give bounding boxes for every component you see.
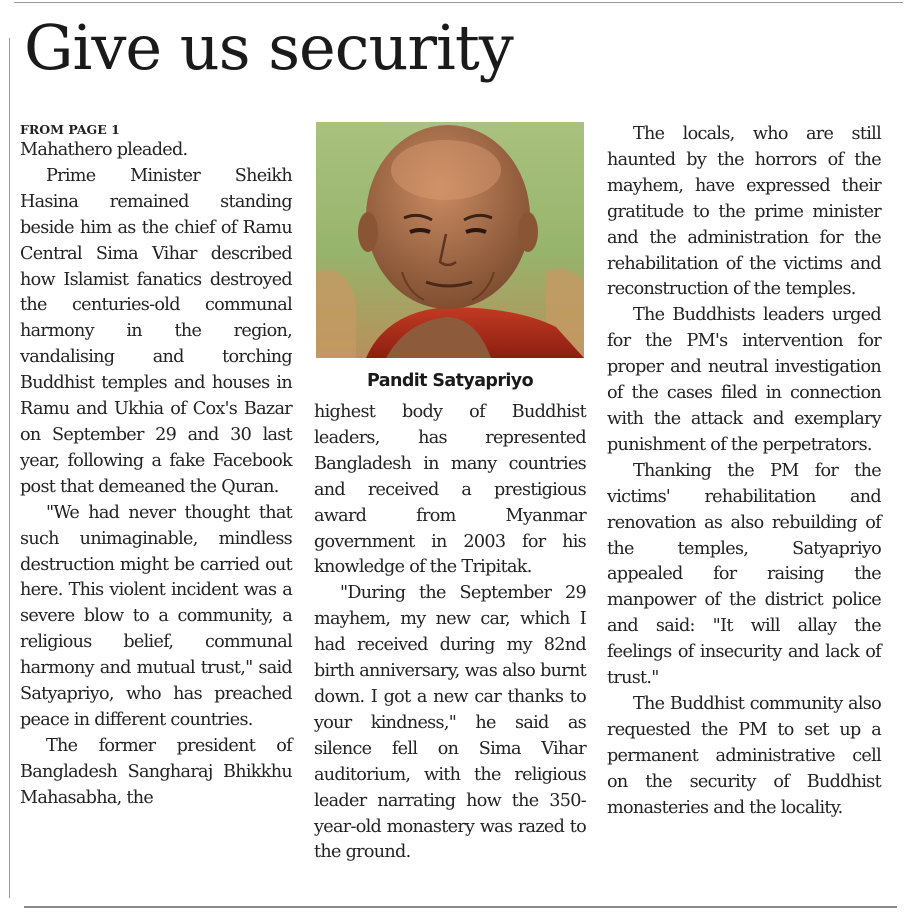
portrait-photo bbox=[316, 122, 584, 358]
paragraph: Prime Minister Sheikh Hasina remained standing beside him as the chief of Ramu Central Sima Vihar described how Islamist fanatics destroyed the centuries-old communal harmony in the region, vandalising and torching Buddhist temples and houses in Ramu and Ukhia of Cox's Bazar on September 29 and 30 last year, following a fake Facebook post that demeaned the Quran. bbox=[20, 165, 292, 497]
paragraph: The Buddhist community also requested the PM to set up a permanent administrative cell on the security of Buddhist monasteries and the locality. bbox=[607, 693, 881, 818]
monk-portrait-image bbox=[316, 122, 584, 358]
photo-caption: Pandit Satyapriyo bbox=[367, 371, 533, 391]
article-column-3 bbox=[607, 122, 881, 821]
article-column-2 bbox=[314, 122, 586, 866]
jump-label: FROM PAGE 1 bbox=[20, 122, 120, 137]
paragraph: The locals, who are still haunted by the horrors of the mayhem, have expressed their gratitude to the prime minister and the administration for the rehabilitation of the victims and reconstruction of the temples. bbox=[607, 124, 881, 300]
article-column-1 bbox=[20, 122, 292, 812]
left-rule bbox=[9, 38, 10, 898]
paragraph: "We had never thought that such unimaginable, mindless destruction might be carried out here. This violent incident was a severe blow to a community, a religious belief, communal harmony and mutual trust," said Satyapriyo, who has preached peace in different countries. bbox=[20, 502, 292, 730]
headline: Give us security bbox=[24, 11, 513, 84]
paragraph: highest body of Buddhist leaders, has represented Bangladesh in many countries and received a prestigious award from Myanmar government in 2003 for his knowledge of the Tripitak. bbox=[314, 402, 586, 578]
paragraph: "During the September 29 mayhem, my new car, which I had received during my 82nd birth anniversary, was also burnt down. I got a new car thanks to your kindness," he said as silence fell on Sima Vihar auditorium, with the religious leader narrating how the 350-year-old monastery was razed to the ground. bbox=[314, 583, 586, 863]
paragraph: The Buddhists leaders urged for the PM's intervention for proper and neutral investigation of the cases filed in connection with the attack and exemplary punishment of the perpetrators. bbox=[607, 305, 881, 455]
bottom-rule bbox=[24, 906, 897, 908]
top-rule bbox=[14, 2, 903, 3]
paragraph: Mahathero pleaded. bbox=[20, 140, 188, 160]
paragraph: The former president of Bangladesh Sangharaj Bhikkhu Mahasabha, the bbox=[20, 735, 292, 808]
paragraph: Thanking the PM for the victims' rehabilitation and renovation as also rebuilding of the temples, Satyapriyo appealed for raising the manpower of the district police and said: "It will allay the feelings of insecurity and lack of trust." bbox=[607, 460, 881, 689]
